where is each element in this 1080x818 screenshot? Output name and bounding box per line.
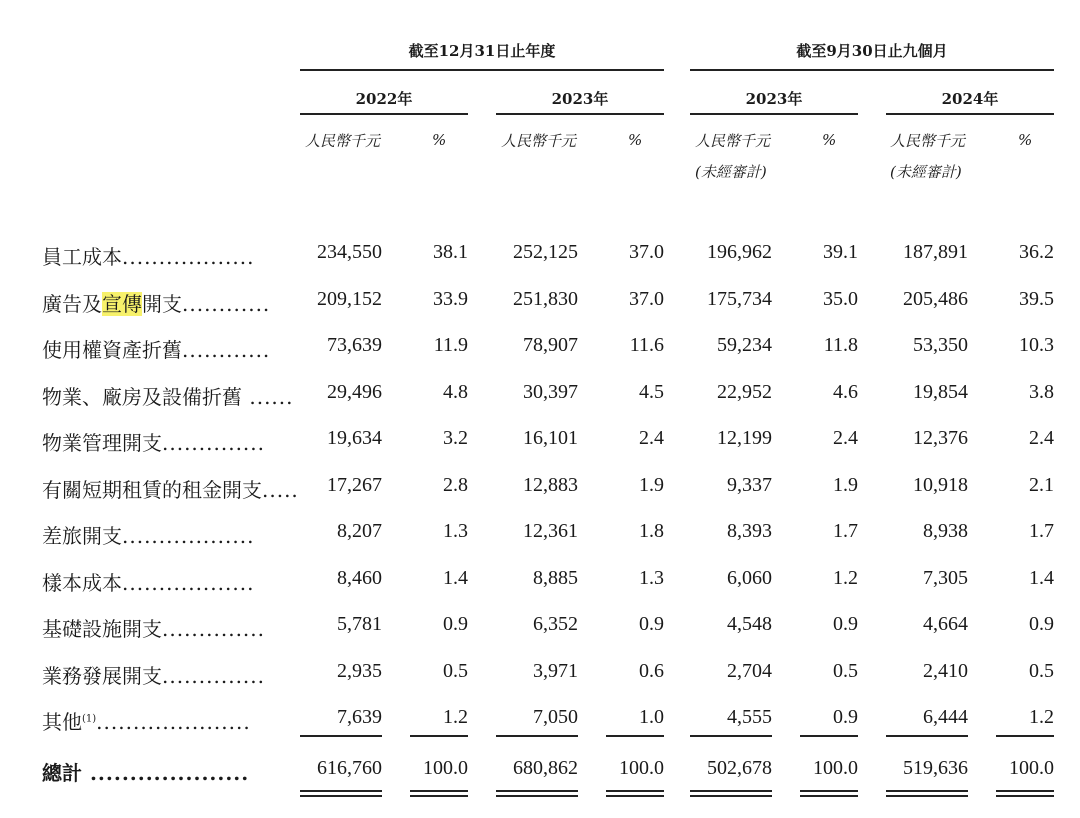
amount-cell: 16,101 <box>523 427 578 449</box>
header-rule <box>300 69 664 71</box>
percent-cell: 1.4 <box>1029 567 1054 589</box>
amount-cell: 8,460 <box>337 567 382 589</box>
amount-cell: 8,393 <box>727 520 772 542</box>
amount-cell: 196,962 <box>707 241 772 263</box>
total-top-rule <box>606 735 664 737</box>
percent-cell: 0.9 <box>833 706 858 728</box>
percent-cell: 1.0 <box>639 706 664 728</box>
year-rule <box>690 113 858 115</box>
percent-cell: 1.7 <box>1029 520 1054 542</box>
total-label: 總計 .................... <box>42 761 250 785</box>
total-top-rule <box>410 735 468 737</box>
total-double-rule <box>410 790 468 797</box>
amount-cell: 19,854 <box>913 381 968 403</box>
row-label: 其他$^{(1)}$..................... <box>42 710 251 734</box>
row-label: 廣告及宣傳開支............ <box>42 292 271 316</box>
amount-cell: 4,664 <box>923 613 968 635</box>
year-rule <box>300 113 468 115</box>
row-label: 差旅開支.................. <box>42 524 255 548</box>
row-label: 業務發展開支.............. <box>42 664 266 688</box>
amount-cell: 2,704 <box>727 660 772 682</box>
row-label: 有關短期租賃的租金開支..... <box>42 478 299 502</box>
percent-cell: 38.1 <box>433 241 468 263</box>
percent-cell: 39.5 <box>1019 288 1054 310</box>
header-year-ended: 截至12月31日止年度 <box>408 42 556 60</box>
total-double-rule <box>496 790 578 797</box>
year-header: 2023年 <box>551 90 609 108</box>
percent-cell: 0.5 <box>443 660 468 682</box>
percent-cell: 4.8 <box>443 381 468 403</box>
unit-label: 人民幣千元 <box>695 132 771 150</box>
unit-header: 人民幣千元 <box>501 132 577 150</box>
percent-cell: 1.2 <box>833 567 858 589</box>
total-value: 616,760 <box>317 757 382 779</box>
amount-cell: 251,830 <box>513 288 578 310</box>
amount-cell: 252,125 <box>513 241 578 263</box>
amount-cell: 12,376 <box>913 427 968 449</box>
amount-cell: 2,935 <box>337 660 382 682</box>
header-rule <box>690 69 1054 71</box>
percent-cell: 3.2 <box>443 427 468 449</box>
row-label: 使用權資產折舊............ <box>42 338 271 362</box>
percent-cell: 1.2 <box>443 706 468 728</box>
percent-header: % <box>628 131 643 149</box>
total-value: 502,678 <box>707 757 772 779</box>
year-rule <box>496 113 664 115</box>
amount-cell: 209,152 <box>317 288 382 310</box>
row-label: 員工成本.................. <box>42 245 255 269</box>
percent-cell: 1.3 <box>639 567 664 589</box>
year-rule <box>886 113 1054 115</box>
percent-cell: 0.9 <box>833 613 858 635</box>
amount-cell: 9,337 <box>727 474 772 496</box>
amount-cell: 7,639 <box>337 706 382 728</box>
percent-cell: 1.2 <box>1029 706 1054 728</box>
row-label: 物業、廠房及設備折舊 ...... <box>42 385 294 409</box>
year-header: 2023年 <box>745 90 803 108</box>
amount-cell: 30,397 <box>523 381 578 403</box>
percent-cell: 2.4 <box>833 427 858 449</box>
percent-cell: 0.5 <box>833 660 858 682</box>
amount-cell: 4,548 <box>727 613 772 635</box>
amount-cell: 29,496 <box>327 381 382 403</box>
total-value: 519,636 <box>903 757 968 779</box>
percent-cell: 39.1 <box>823 241 858 263</box>
total-top-rule <box>690 735 772 737</box>
amount-cell: 73,639 <box>327 334 382 356</box>
percent-cell: 0.5 <box>1029 660 1054 682</box>
unaudited-label: (未經審計) <box>695 163 767 181</box>
percent-cell: 2.4 <box>1029 427 1054 449</box>
total-value: 100.0 <box>619 757 664 779</box>
amount-cell: 12,199 <box>717 427 772 449</box>
year-header: 2024年 <box>941 90 999 108</box>
percent-cell: 36.2 <box>1019 241 1054 263</box>
amount-cell: 175,734 <box>707 288 772 310</box>
percent-cell: 1.4 <box>443 567 468 589</box>
amount-cell: 234,550 <box>317 241 382 263</box>
percent-cell: 10.3 <box>1019 334 1054 356</box>
total-value: 100.0 <box>813 757 858 779</box>
percent-cell: 2.1 <box>1029 474 1054 496</box>
amount-cell: 205,486 <box>903 288 968 310</box>
percent-cell: 37.0 <box>629 288 664 310</box>
amount-cell: 59,234 <box>717 334 772 356</box>
percent-cell: 1.9 <box>833 474 858 496</box>
percent-cell: 35.0 <box>823 288 858 310</box>
percent-cell: 11.8 <box>823 334 858 356</box>
total-double-rule <box>606 790 664 797</box>
amount-cell: 8,207 <box>337 520 382 542</box>
total-top-rule <box>300 735 382 737</box>
percent-header: % <box>1018 131 1033 149</box>
percent-cell: 1.3 <box>443 520 468 542</box>
total-top-rule <box>996 735 1054 737</box>
total-double-rule <box>300 790 382 797</box>
total-double-rule <box>690 790 772 797</box>
percent-cell: 2.4 <box>639 427 664 449</box>
year-header: 2022年 <box>355 90 413 108</box>
amount-cell: 7,050 <box>533 706 578 728</box>
amount-cell: 12,361 <box>523 520 578 542</box>
percent-cell: 1.9 <box>639 474 664 496</box>
percent-cell: 0.9 <box>1029 613 1054 635</box>
percent-cell: 4.6 <box>833 381 858 403</box>
amount-cell: 22,952 <box>717 381 772 403</box>
amount-cell: 2,410 <box>923 660 968 682</box>
unit-header <box>695 126 770 188</box>
amount-cell: 6,060 <box>727 567 772 589</box>
total-value: 100.0 <box>423 757 468 779</box>
amount-cell: 5,781 <box>337 613 382 635</box>
amount-cell: 187,891 <box>903 241 968 263</box>
total-top-rule <box>886 735 968 737</box>
amount-cell: 8,885 <box>533 567 578 589</box>
header-nine-months: 截至9月30日止九個月 <box>796 42 948 60</box>
amount-cell: 12,883 <box>523 474 578 496</box>
total-top-rule <box>800 735 858 737</box>
unit-header: 人民幣千元 <box>305 132 381 150</box>
amount-cell: 6,352 <box>533 613 578 635</box>
percent-cell: 0.9 <box>639 613 664 635</box>
percent-header: % <box>822 131 837 149</box>
percent-cell: 3.8 <box>1029 381 1054 403</box>
total-value: 100.0 <box>1009 757 1054 779</box>
percent-cell: 33.9 <box>433 288 468 310</box>
amount-cell: 4,555 <box>727 706 772 728</box>
amount-cell: 19,634 <box>327 427 382 449</box>
unit-header <box>890 126 965 188</box>
unit-label: 人民幣千元 <box>890 132 966 150</box>
amount-cell: 3,971 <box>533 660 578 682</box>
percent-cell: 0.6 <box>639 660 664 682</box>
row-label: 物業管理開支.............. <box>42 431 266 455</box>
amount-cell: 10,918 <box>913 474 968 496</box>
percent-cell: 11.6 <box>629 334 664 356</box>
percent-cell: 2.8 <box>443 474 468 496</box>
amount-cell: 53,350 <box>913 334 968 356</box>
amount-cell: 8,938 <box>923 520 968 542</box>
total-double-rule <box>800 790 858 797</box>
amount-cell: 78,907 <box>523 334 578 356</box>
row-label: 基礎設施開支.............. <box>42 617 266 641</box>
percent-cell: 11.9 <box>433 334 468 356</box>
amount-cell: 7,305 <box>923 567 968 589</box>
percent-cell: 1.8 <box>639 520 664 542</box>
row-label: 樣本成本.................. <box>42 571 255 595</box>
total-top-rule <box>496 735 578 737</box>
percent-cell: 37.0 <box>629 241 664 263</box>
total-double-rule <box>886 790 968 797</box>
amount-cell: 6,444 <box>923 706 968 728</box>
amount-cell: 17,267 <box>327 474 382 496</box>
percent-header: % <box>432 131 447 149</box>
total-value: 680,862 <box>513 757 578 779</box>
percent-cell: 0.9 <box>443 613 468 635</box>
total-double-rule <box>996 790 1054 797</box>
unaudited-label: (未經審計) <box>890 163 962 181</box>
percent-cell: 1.7 <box>833 520 858 542</box>
percent-cell: 4.5 <box>639 381 664 403</box>
